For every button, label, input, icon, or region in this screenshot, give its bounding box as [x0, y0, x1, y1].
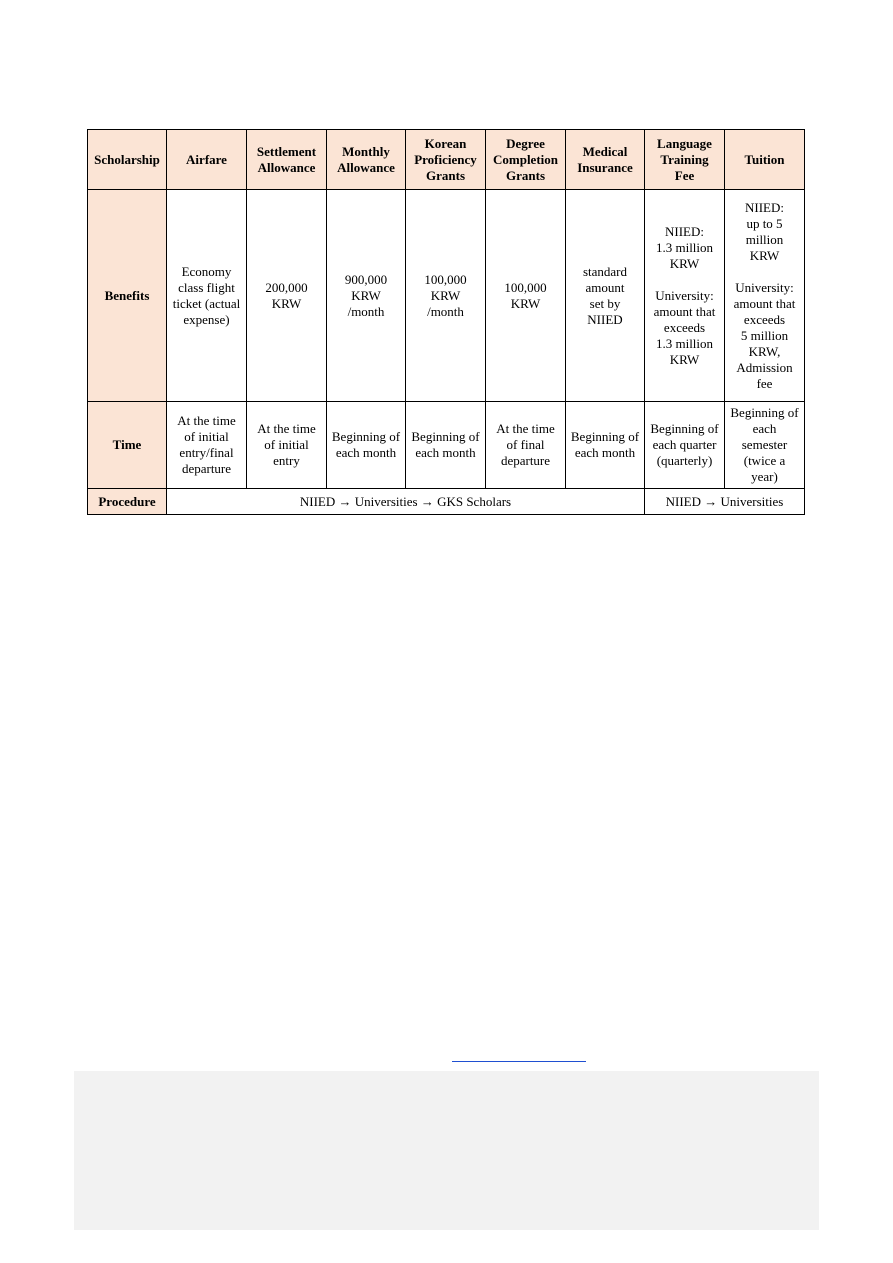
header-degree-completion-grants: Degree Completion Grants	[486, 130, 566, 190]
table-header-row	[88, 130, 805, 190]
header-korean-proficiency-grants: Korean Proficiency Grants	[406, 130, 486, 190]
benefits-medical-insurance-cell: standard amount set by NIIED	[566, 190, 645, 402]
benefits-korean-proficiency-cell: 100,000 KRW /month	[406, 190, 486, 402]
time-airfare-cell: At the time of initial entry/final departure	[167, 402, 247, 489]
header-scholarship: Scholarship	[88, 130, 167, 190]
row-label-benefits: Benefits	[88, 190, 167, 402]
time-settlement-cell: At the time of initial entry	[247, 402, 327, 489]
benefits-monthly-cell: 900,000 KRW /month	[327, 190, 406, 402]
header-airfare: Airfare	[167, 130, 247, 190]
benefits-language-training-cell: NIIED: 1.3 million KRW University: amount that exceeds 1.3 million KRW	[645, 190, 725, 402]
table-row-benefits	[88, 190, 805, 402]
scholarship-benefits-table	[87, 129, 805, 515]
row-label-time: Time	[88, 402, 167, 489]
header-medical-insurance: Medical Insurance	[566, 130, 645, 190]
time-korean-proficiency-cell: Beginning of each month	[406, 402, 486, 489]
time-monthly-cell: Beginning of each month	[327, 402, 406, 489]
benefits-airfare-cell: Economy class flight ticket (actual expense)	[167, 190, 247, 402]
header-tuition: Tuition	[725, 130, 805, 190]
grey-text-box	[74, 1071, 819, 1230]
hyperlink-underline[interactable]	[452, 1061, 586, 1062]
header-settlement-allowance: Settlement Allowance	[247, 130, 327, 190]
header-monthly-allowance: Monthly Allowance	[327, 130, 406, 190]
row-label-procedure: Procedure	[88, 489, 167, 515]
time-tuition-cell: Beginning of each semester (twice a year)	[725, 402, 805, 489]
time-medical-insurance-cell: Beginning of each month	[566, 402, 645, 489]
time-degree-completion-cell: At the time of final departure	[486, 402, 566, 489]
procedure-tuition-flow: NIIED → Universities	[645, 489, 805, 515]
header-language-training-fee: Language Training Fee	[645, 130, 725, 190]
table-row-time	[88, 402, 805, 489]
benefits-degree-completion-cell: 100,000 KRW	[486, 190, 566, 402]
benefits-settlement-cell: 200,000 KRW	[247, 190, 327, 402]
procedure-main-flow: NIIED → Universities → GKS Scholars	[167, 489, 645, 515]
time-language-training-cell: Beginning of each quarter (quarterly)	[645, 402, 725, 489]
table-row-procedure	[88, 489, 805, 515]
benefits-tuition-cell: NIIED: up to 5 million KRW University: amount that exceeds 5 million KRW, Admission fee	[725, 190, 805, 402]
